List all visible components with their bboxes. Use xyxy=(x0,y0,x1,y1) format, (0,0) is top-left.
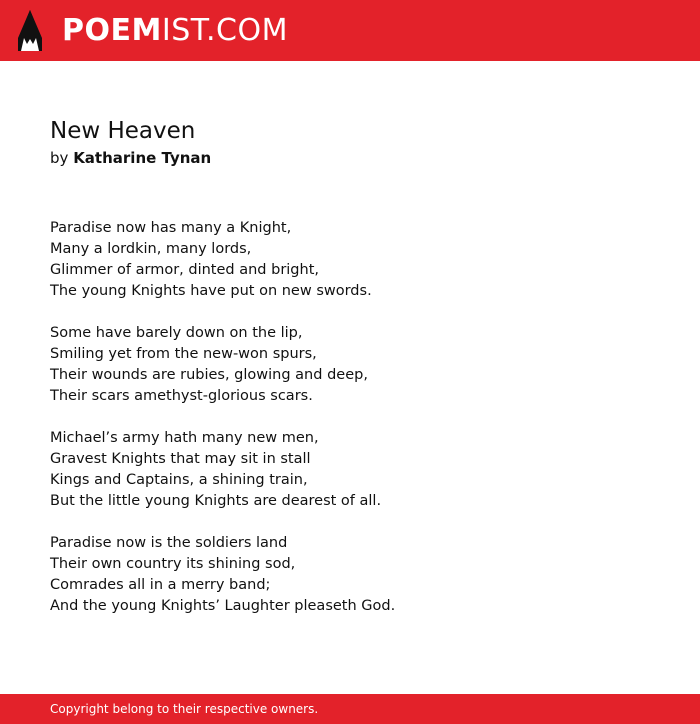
poem-author: Katharine Tynan xyxy=(73,149,212,167)
poem-line: Paradise now has many a Knight, xyxy=(50,220,292,236)
poem-line: Comrades all in a merry band; xyxy=(50,577,271,593)
poem-line: Their wounds are rubies, glowing and deep, xyxy=(50,367,368,383)
stanza-1 xyxy=(50,218,670,302)
poem-line: The young Knights have put on new swords. xyxy=(50,283,372,299)
poem-line: Paradise now is the soldiers land xyxy=(50,535,288,551)
poem-line: Their scars amethyst-glorious scars. xyxy=(50,388,313,404)
byline-prefix: by xyxy=(50,149,69,167)
logo-brand-bold: POEM xyxy=(62,13,162,48)
site-logo[interactable] xyxy=(62,14,288,48)
copyright-notice: Copyright belong to their respective owners. xyxy=(50,702,319,716)
poem-line: Kings and Captains, a shining train, xyxy=(50,472,308,488)
poem-line: Some have barely down on the lip, xyxy=(50,325,303,341)
poem-body xyxy=(50,218,670,617)
poem-line: Michael’s army hath many new men, xyxy=(50,430,319,446)
pencil-tip-icon[interactable] xyxy=(18,10,42,51)
poem-line: Gravest Knights that may sit in stall xyxy=(50,451,311,467)
poem-line: And the young Knights’ Laughter pleaseth God. xyxy=(50,598,396,614)
poem-container xyxy=(50,116,670,638)
stanza-3 xyxy=(50,428,670,512)
poem-line: Their own country its shining sod, xyxy=(50,556,296,572)
stanza-4 xyxy=(50,533,670,617)
site-header xyxy=(0,0,700,61)
poem-line: Glimmer of armor, dinted and bright, xyxy=(50,262,320,278)
poem-title: New Heaven xyxy=(50,118,196,144)
poem-line: Many a lordkin, many lords, xyxy=(50,241,252,257)
stanza-2 xyxy=(50,323,670,407)
site-footer xyxy=(0,694,700,724)
poem-line: But the little young Knights are dearest of all. xyxy=(50,493,382,509)
logo-brand-light: IST.COM xyxy=(161,13,288,48)
poem-byline xyxy=(50,148,670,168)
poem-line: Smiling yet from the new-won spurs, xyxy=(50,346,317,362)
